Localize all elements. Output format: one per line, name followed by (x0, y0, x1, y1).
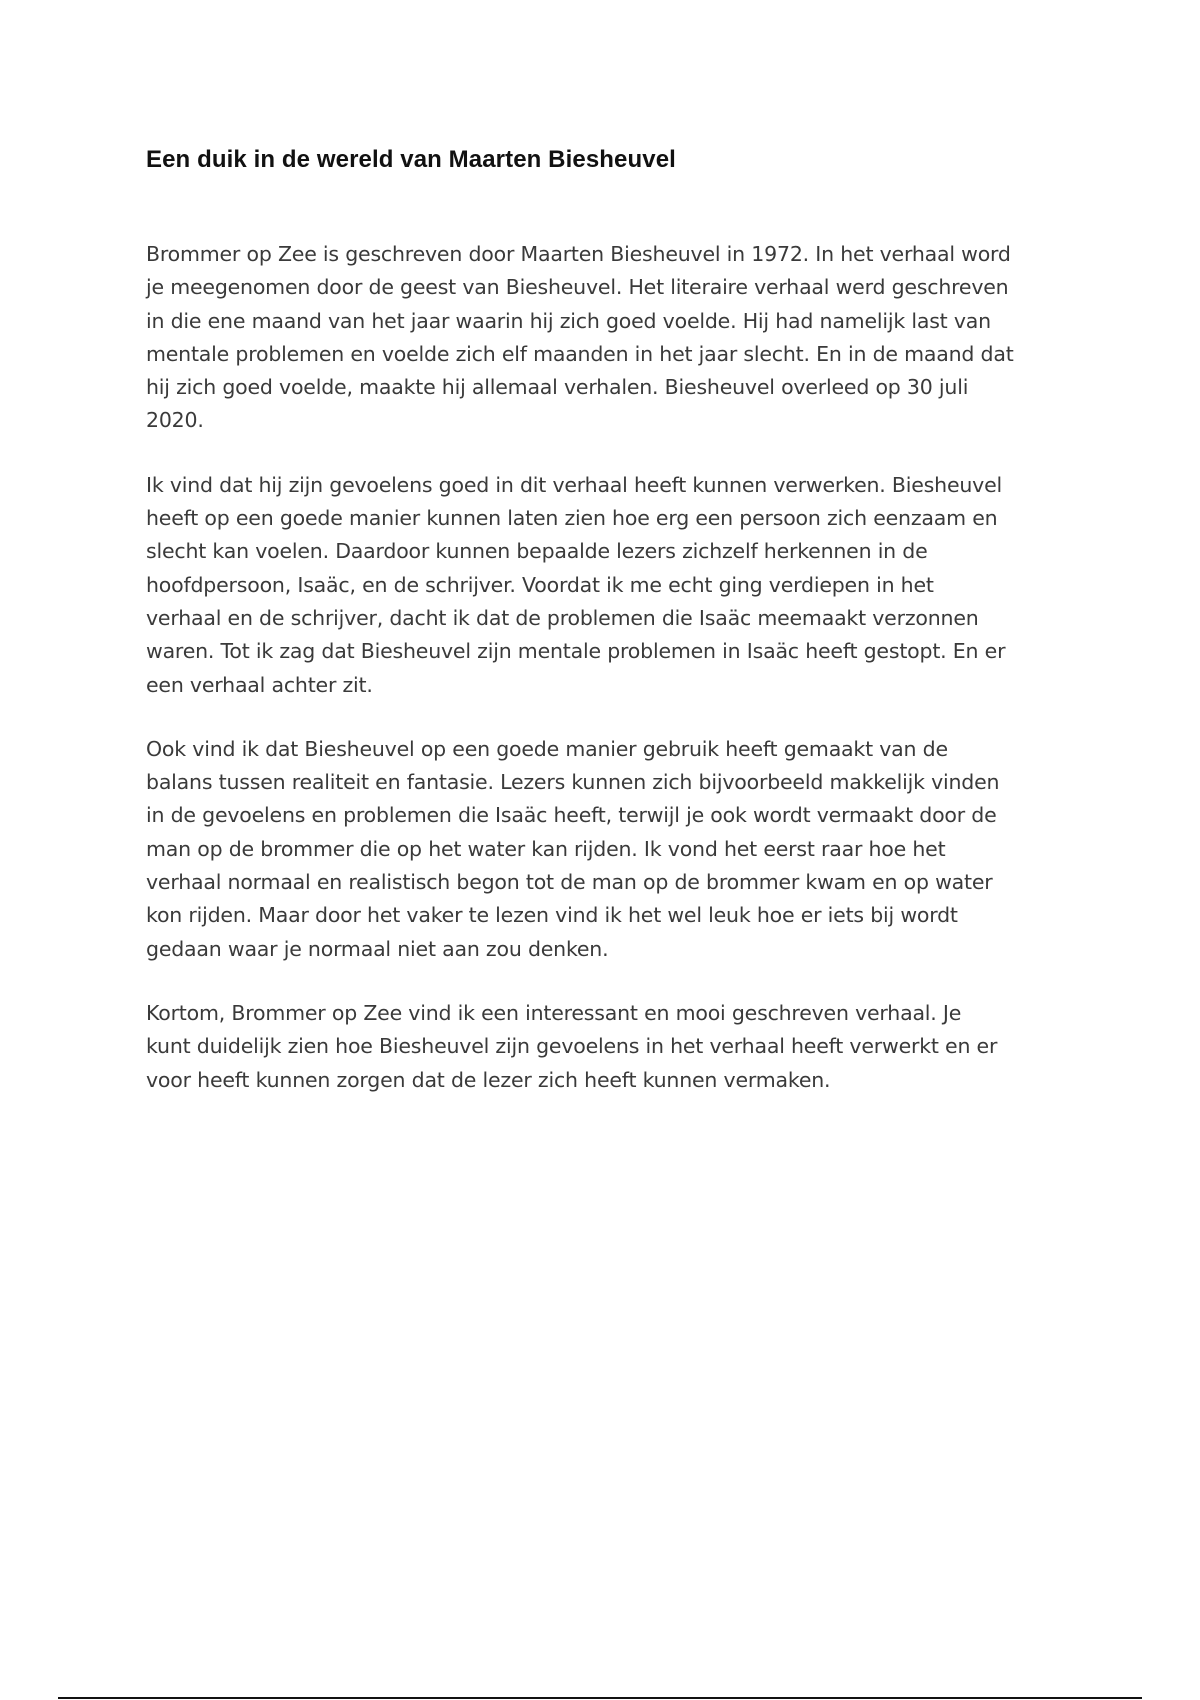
paragraph-line: mentale problemen en voelde zich elf maanden in het jaar slecht. En in de maand dat (146, 341, 1014, 366)
document-title: Een duik in de wereld van Maarten Biesheuvel (146, 146, 676, 173)
paragraph-line: in die ene maand van het jaar waarin hij zich goed voelde. Hij had namelijk last van (146, 308, 991, 333)
paragraph-3 (146, 733, 1066, 966)
paragraph-line: gedaan waar je normaal niet aan zou denken. (146, 936, 609, 961)
paragraph-line: 2020. (146, 408, 204, 433)
paragraph-line: kon rijden. Maar door het vaker te lezen vind ik het wel leuk hoe er iets bij wordt (146, 903, 958, 928)
paragraph-line: heeft op een goede manier kunnen laten zien hoe erg een persoon zich eenzaam en (146, 506, 998, 531)
paragraph-line: Brommer op Zee is geschreven door Maarten Biesheuvel in 1972. In het verhaal word (146, 242, 1011, 266)
paragraph-line: Ook vind ik dat Biesheuvel op een goede manier gebruik heeft gemaakt van de (146, 736, 948, 761)
paragraph-1 (146, 238, 1066, 438)
paragraph-line: kunt duidelijk zien hoe Biesheuvel zijn gevoelens in het verhaal heeft verwerkt en er (146, 1034, 998, 1059)
paragraph-line: Ik vind dat hij zijn gevoelens goed in dit verhaal heeft kunnen verwerken. Biesheuvel (146, 472, 1003, 497)
paragraph-line: verhaal normaal en realistisch begon tot de man op de brommer kwam en op water (146, 870, 993, 895)
paragraph-line: in de gevoelens en problemen die Isaäc heeft, terwijl je ook wordt vermaakt door de (146, 803, 997, 828)
paragraph-2 (146, 469, 1066, 702)
paragraph-line: hij zich goed voelde, maakte hij allemaal verhalen. Biesheuvel overleed op 30 juli (146, 375, 969, 400)
paragraph-line: Kortom, Brommer op Zee vind ik een interessant en mooi geschreven verhaal. Je (146, 1000, 962, 1025)
paragraph-4 (146, 997, 1066, 1097)
paragraph-line: een verhaal achter zit. (146, 672, 373, 697)
paragraph-line: verhaal en de schrijver, dacht ik dat de problemen die Isaäc meemaakt verzonnen (146, 605, 979, 630)
page-bottom-divider (58, 1697, 1142, 1699)
paragraph-line: man op de brommer die op het water kan rijden. Ik vond het eerst raar hoe het (146, 836, 946, 861)
paragraph-line: balans tussen realiteit en fantasie. Lezers kunnen zich bijvoorbeeld makkelijk vinden (146, 770, 1000, 795)
paragraph-line: hoofdpersoon, Isaäc, en de schrijver. Voordat ik me echt ging verdiepen in het (146, 572, 934, 597)
paragraph-line: je meegenomen door de geest van Biesheuvel. Het literaire verhaal werd geschreven (146, 275, 1009, 300)
paragraph-line: voor heeft kunnen zorgen dat de lezer zich heeft kunnen vermaken. (146, 1067, 831, 1092)
paragraph-line: slecht kan voelen. Daardoor kunnen bepaalde lezers zichzelf herkennen in de (146, 539, 928, 564)
paragraph-line: waren. Tot ik zag dat Biesheuvel zijn mentale problemen in Isaäc heeft gestopt. En er (146, 639, 1006, 664)
document-body (146, 238, 1066, 1128)
